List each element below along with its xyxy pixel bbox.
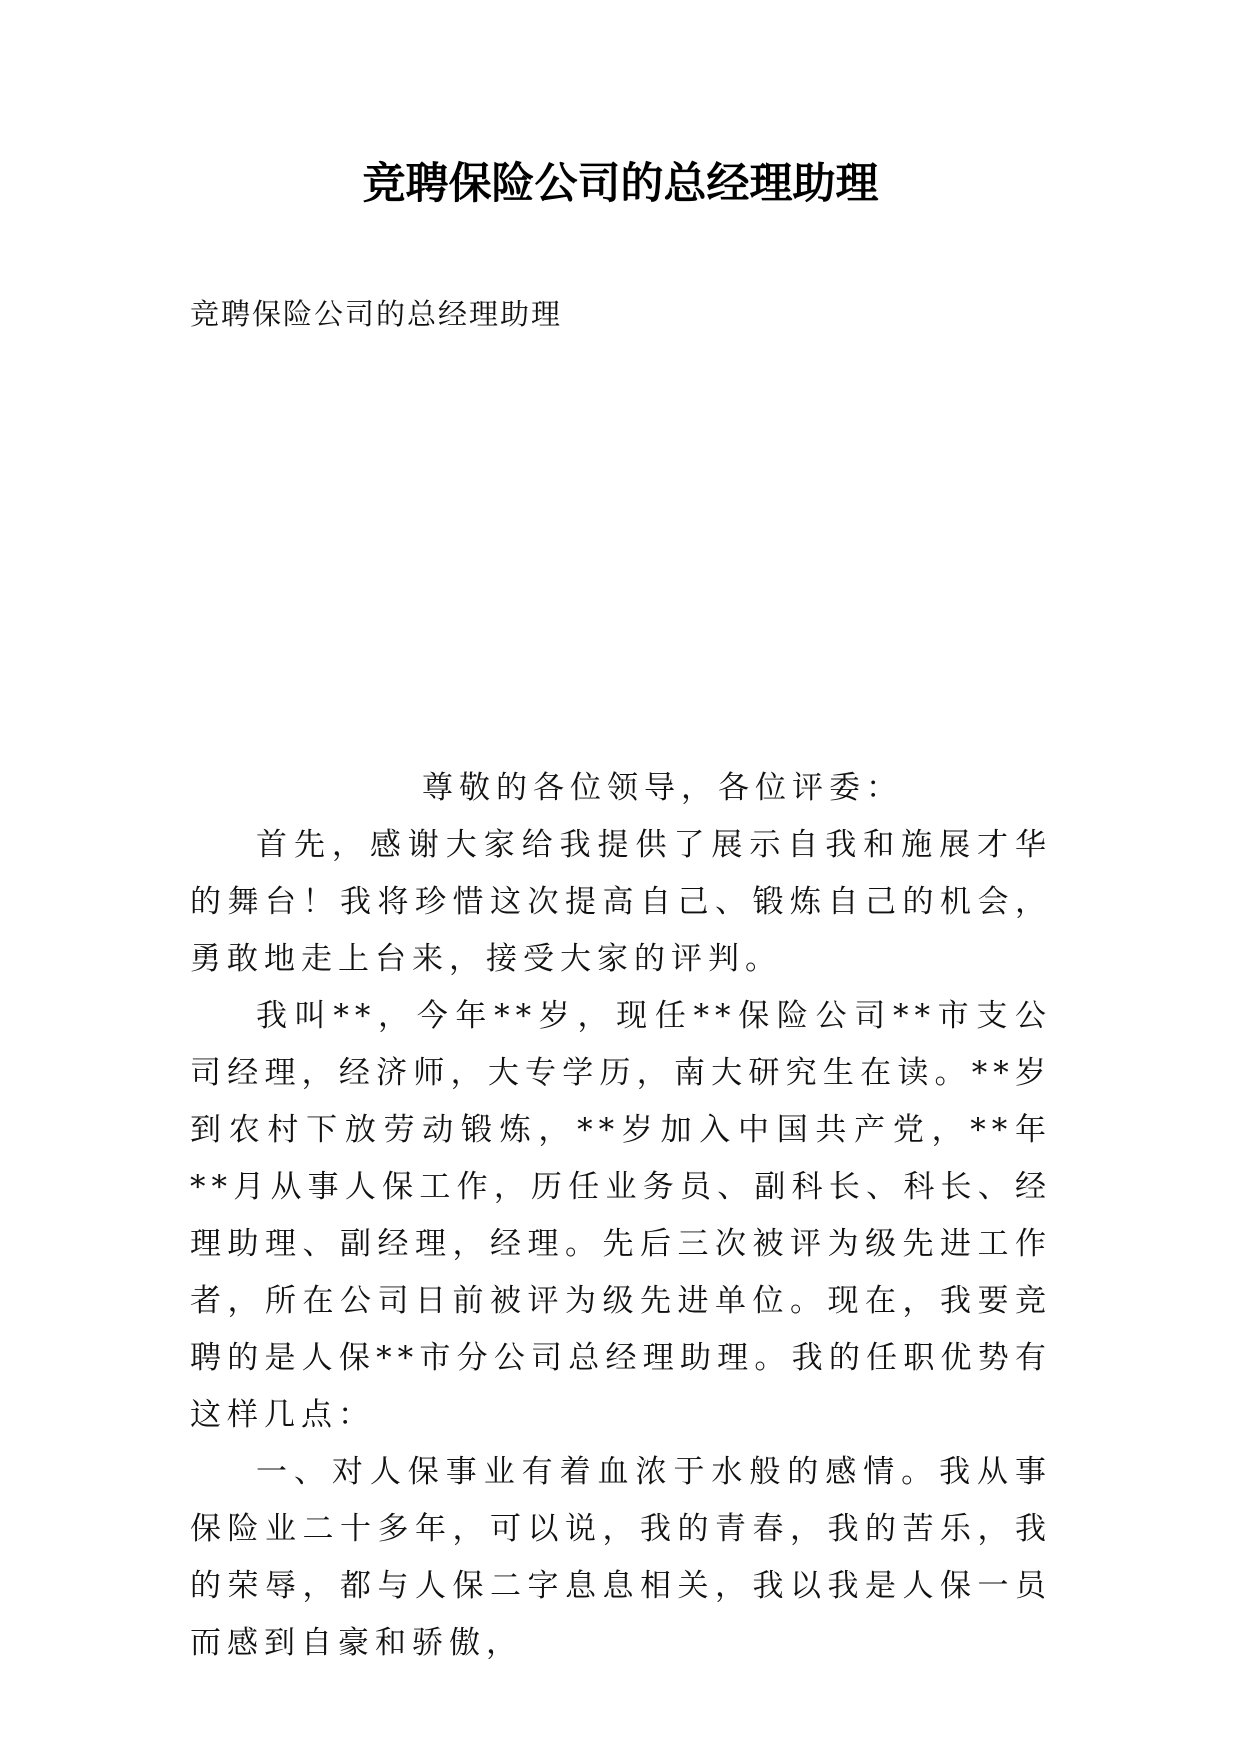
document-body (190, 760, 1052, 1672)
paragraph-1: 首先，感谢大家给我提供了展示自我和施展才华的舞台！我将珍惜这次提高自己、锻炼自己的机会，勇敢地走上台来，接受大家的评判。 (190, 827, 1052, 977)
salutation: 尊敬的各位领导，各位评委： (422, 770, 903, 806)
document-subtitle: 竞聘保险公司的总经理助理 (190, 297, 563, 331)
paragraph-2: 我叫**，今年**岁，现任**保险公司**市支公司经理，经济师，大专学历，南大研究生在读。**岁到农村下放劳动锻炼，**岁加入中国共产党，**年**月从事人保工作，历任业务员、副科长、科长、经理助理、副经理，经理。先后三次被评为级先进工作者，所在公司日前被评为级先进单位。现在，我要竞聘的是人保**市分公司总经理助理。我的任职优势有这样几点： (190, 998, 1052, 1433)
paragraph-3: 一、对人保事业有着血浓于水般的感情。我从事保险业二十多年，可以说，我的青春，我的苦乐，我的荣辱，都与人保二字息息相关，我以我是人保一员而感到自豪和骄傲， (190, 1454, 1052, 1661)
document-title: 竞聘保险公司的总经理助理 (362, 159, 879, 209)
